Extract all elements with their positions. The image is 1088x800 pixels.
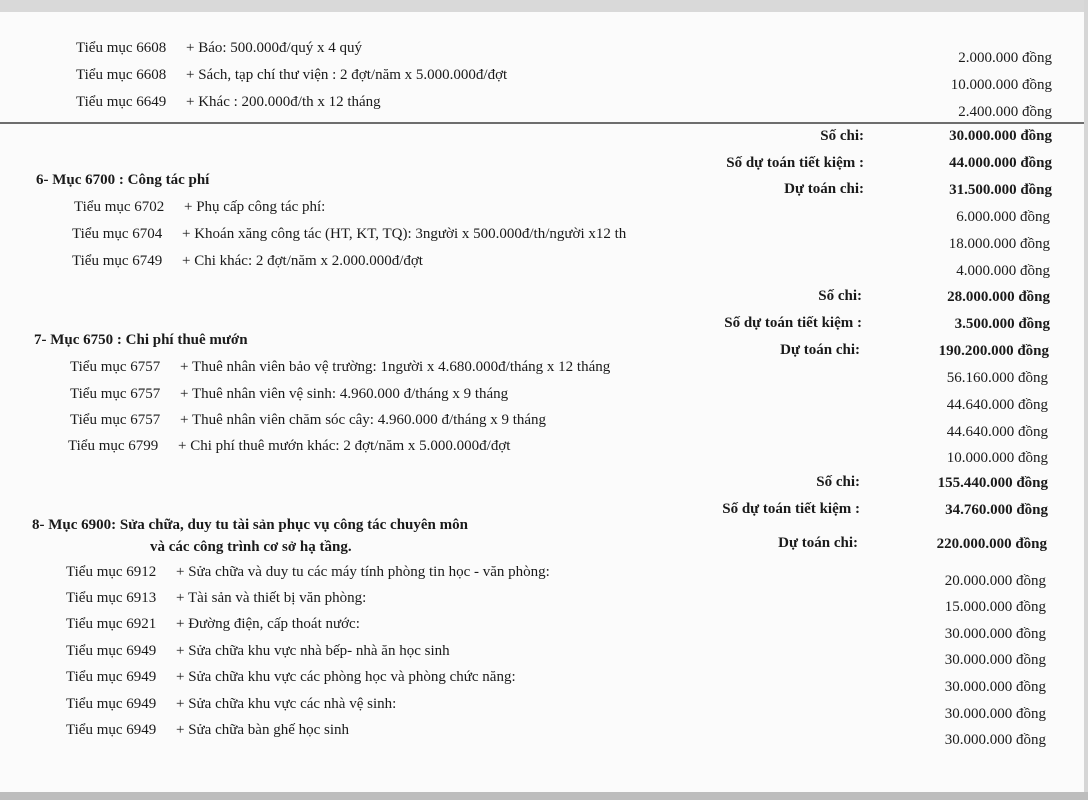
item-code: Tiểu mục 6799 bbox=[68, 438, 159, 454]
tiet-kiem-value: 34.760.000 đồng bbox=[945, 502, 1048, 518]
item-amount: 10.000.000 đồng bbox=[946, 450, 1048, 466]
item-desc: + Sửa chữa và duy tu các máy tính phòng tin học - văn phòng: bbox=[176, 564, 550, 580]
item-code: Tiểu mục 6608 bbox=[76, 40, 167, 56]
item-code: Tiểu mục 6757 bbox=[70, 386, 161, 402]
du-toan-label: Dự toán chi: bbox=[778, 535, 858, 551]
item-code: Tiểu mục 6913 bbox=[66, 590, 157, 606]
so-chi-label: Số chi: bbox=[818, 288, 862, 304]
so-chi-label: Số chi: bbox=[816, 474, 860, 490]
section-title: 7- Mục 6750 : Chi phí thuê mướn bbox=[34, 332, 248, 348]
section-divider bbox=[0, 122, 1088, 124]
tiet-kiem-value: 3.500.000 đồng bbox=[954, 316, 1050, 332]
item-code: Tiểu mục 6949 bbox=[66, 669, 157, 685]
scan-top-band bbox=[0, 0, 1088, 12]
item-amount: 10.000.000 đồng bbox=[950, 77, 1052, 93]
item-amount: 44.640.000 đồng bbox=[946, 397, 1048, 413]
tiet-kiem-label: Số dự toán tiết kiệm : bbox=[724, 315, 862, 331]
item-amount: 2.400.000 đồng bbox=[958, 104, 1052, 120]
item-code: Tiểu mục 6757 bbox=[70, 412, 161, 428]
item-amount: 56.160.000 đồng bbox=[946, 370, 1048, 386]
tiet-kiem-label: Số dự toán tiết kiệm : bbox=[722, 501, 860, 517]
item-code: Tiểu mục 6702 bbox=[74, 199, 165, 215]
item-code: Tiểu mục 6949 bbox=[66, 722, 157, 738]
du-toan-value: 220.000.000 đồng bbox=[936, 536, 1047, 552]
item-amount: 4.000.000 đồng bbox=[956, 263, 1050, 279]
du-toan-label: Dự toán chi: bbox=[780, 342, 860, 358]
item-code: Tiểu mục 6949 bbox=[66, 643, 157, 659]
so-chi-label: Số chi: bbox=[820, 128, 864, 144]
item-desc: + Phụ cấp công tác phí: bbox=[184, 199, 326, 215]
item-code: Tiểu mục 6749 bbox=[72, 253, 163, 269]
item-code: Tiểu mục 6757 bbox=[70, 359, 161, 375]
item-desc: + Sửa chữa khu vực các phòng học và phòng chức năng: bbox=[176, 669, 516, 685]
item-amount: 18.000.000 đồng bbox=[948, 236, 1050, 252]
item-amount: 15.000.000 đồng bbox=[944, 599, 1046, 615]
item-desc: + Khác : 200.000đ/th x 12 tháng bbox=[186, 94, 381, 110]
item-code: Tiểu mục 6608 bbox=[76, 67, 167, 83]
item-desc: + Thuê nhân viên vệ sinh: 4.960.000 đ/tháng x 9 tháng bbox=[180, 386, 509, 402]
item-code: Tiểu mục 6921 bbox=[66, 616, 157, 632]
item-amount: 30.000.000 đồng bbox=[944, 626, 1046, 642]
item-desc: + Sách, tạp chí thư viện : 2 đợt/năm x 5.000.000đ/đợt bbox=[186, 67, 508, 83]
item-desc: + Chi khác: 2 đợt/năm x 2.000.000đ/đợt bbox=[182, 253, 423, 269]
item-amount: 30.000.000 đồng bbox=[944, 679, 1046, 695]
so-chi-value: 30.000.000 đồng bbox=[949, 128, 1052, 144]
item-code: Tiểu mục 6704 bbox=[72, 226, 163, 242]
item-code: Tiểu mục 6912 bbox=[66, 564, 157, 580]
item-desc: + Tài sản và thiết bị văn phòng: bbox=[176, 590, 367, 606]
du-toan-value: 190.200.000 đồng bbox=[938, 343, 1049, 359]
item-desc: + Thuê nhân viên chăm sóc cây: 4.960.000 đ/tháng x 9 tháng bbox=[180, 412, 547, 428]
so-chi-value: 155.440.000 đồng bbox=[937, 475, 1048, 491]
item-desc: + Khoán xăng công tác (HT, KT, TQ): 3người x 500.000đ/th/người x12 th bbox=[182, 226, 627, 242]
item-desc: + Báo: 500.000đ/quý x 4 quý bbox=[186, 40, 362, 56]
item-code: Tiểu mục 6949 bbox=[66, 696, 157, 712]
so-chi-value: 28.000.000 đồng bbox=[947, 289, 1050, 305]
item-desc: + Sửa chữa bàn ghế học sinh bbox=[176, 722, 350, 738]
du-toan-value: 31.500.000 đồng bbox=[949, 182, 1052, 198]
section-title-continued: và các công trình cơ sở hạ tầng. bbox=[150, 539, 352, 555]
item-amount: 30.000.000 đồng bbox=[944, 732, 1046, 748]
item-amount: 30.000.000 đồng bbox=[944, 706, 1046, 722]
item-amount: 6.000.000 đồng bbox=[956, 209, 1050, 225]
section-title: 8- Mục 6900: Sửa chữa, duy tu tài sản phục vụ công tác chuyên môn bbox=[32, 517, 468, 533]
item-desc: + Sửa chữa khu vực nhà bếp- nhà ăn học sinh bbox=[176, 643, 450, 659]
item-desc: + Thuê nhân viên bảo vệ trường: 1người x 4.680.000đ/tháng x 12 tháng bbox=[180, 359, 611, 375]
item-amount: 20.000.000 đồng bbox=[944, 573, 1046, 589]
item-amount: 44.640.000 đồng bbox=[946, 424, 1048, 440]
section-title: 6- Mục 6700 : Công tác phí bbox=[36, 172, 210, 188]
item-desc: + Đường điện, cấp thoát nước: bbox=[176, 616, 360, 632]
item-code: Tiểu mục 6649 bbox=[76, 94, 167, 110]
item-amount: 2.000.000 đồng bbox=[958, 50, 1052, 66]
du-toan-label: Dự toán chi: bbox=[784, 181, 864, 197]
tiet-kiem-value: 44.000.000 đồng bbox=[949, 155, 1052, 171]
tiet-kiem-label: Số dự toán tiết kiệm : bbox=[726, 155, 864, 171]
item-amount: 30.000.000 đồng bbox=[944, 652, 1046, 668]
item-desc: + Sửa chữa khu vực các nhà vệ sinh: bbox=[176, 696, 397, 712]
item-desc: + Chi phí thuê mướn khác: 2 đợt/năm x 5.000.000đ/đợt bbox=[178, 438, 511, 454]
